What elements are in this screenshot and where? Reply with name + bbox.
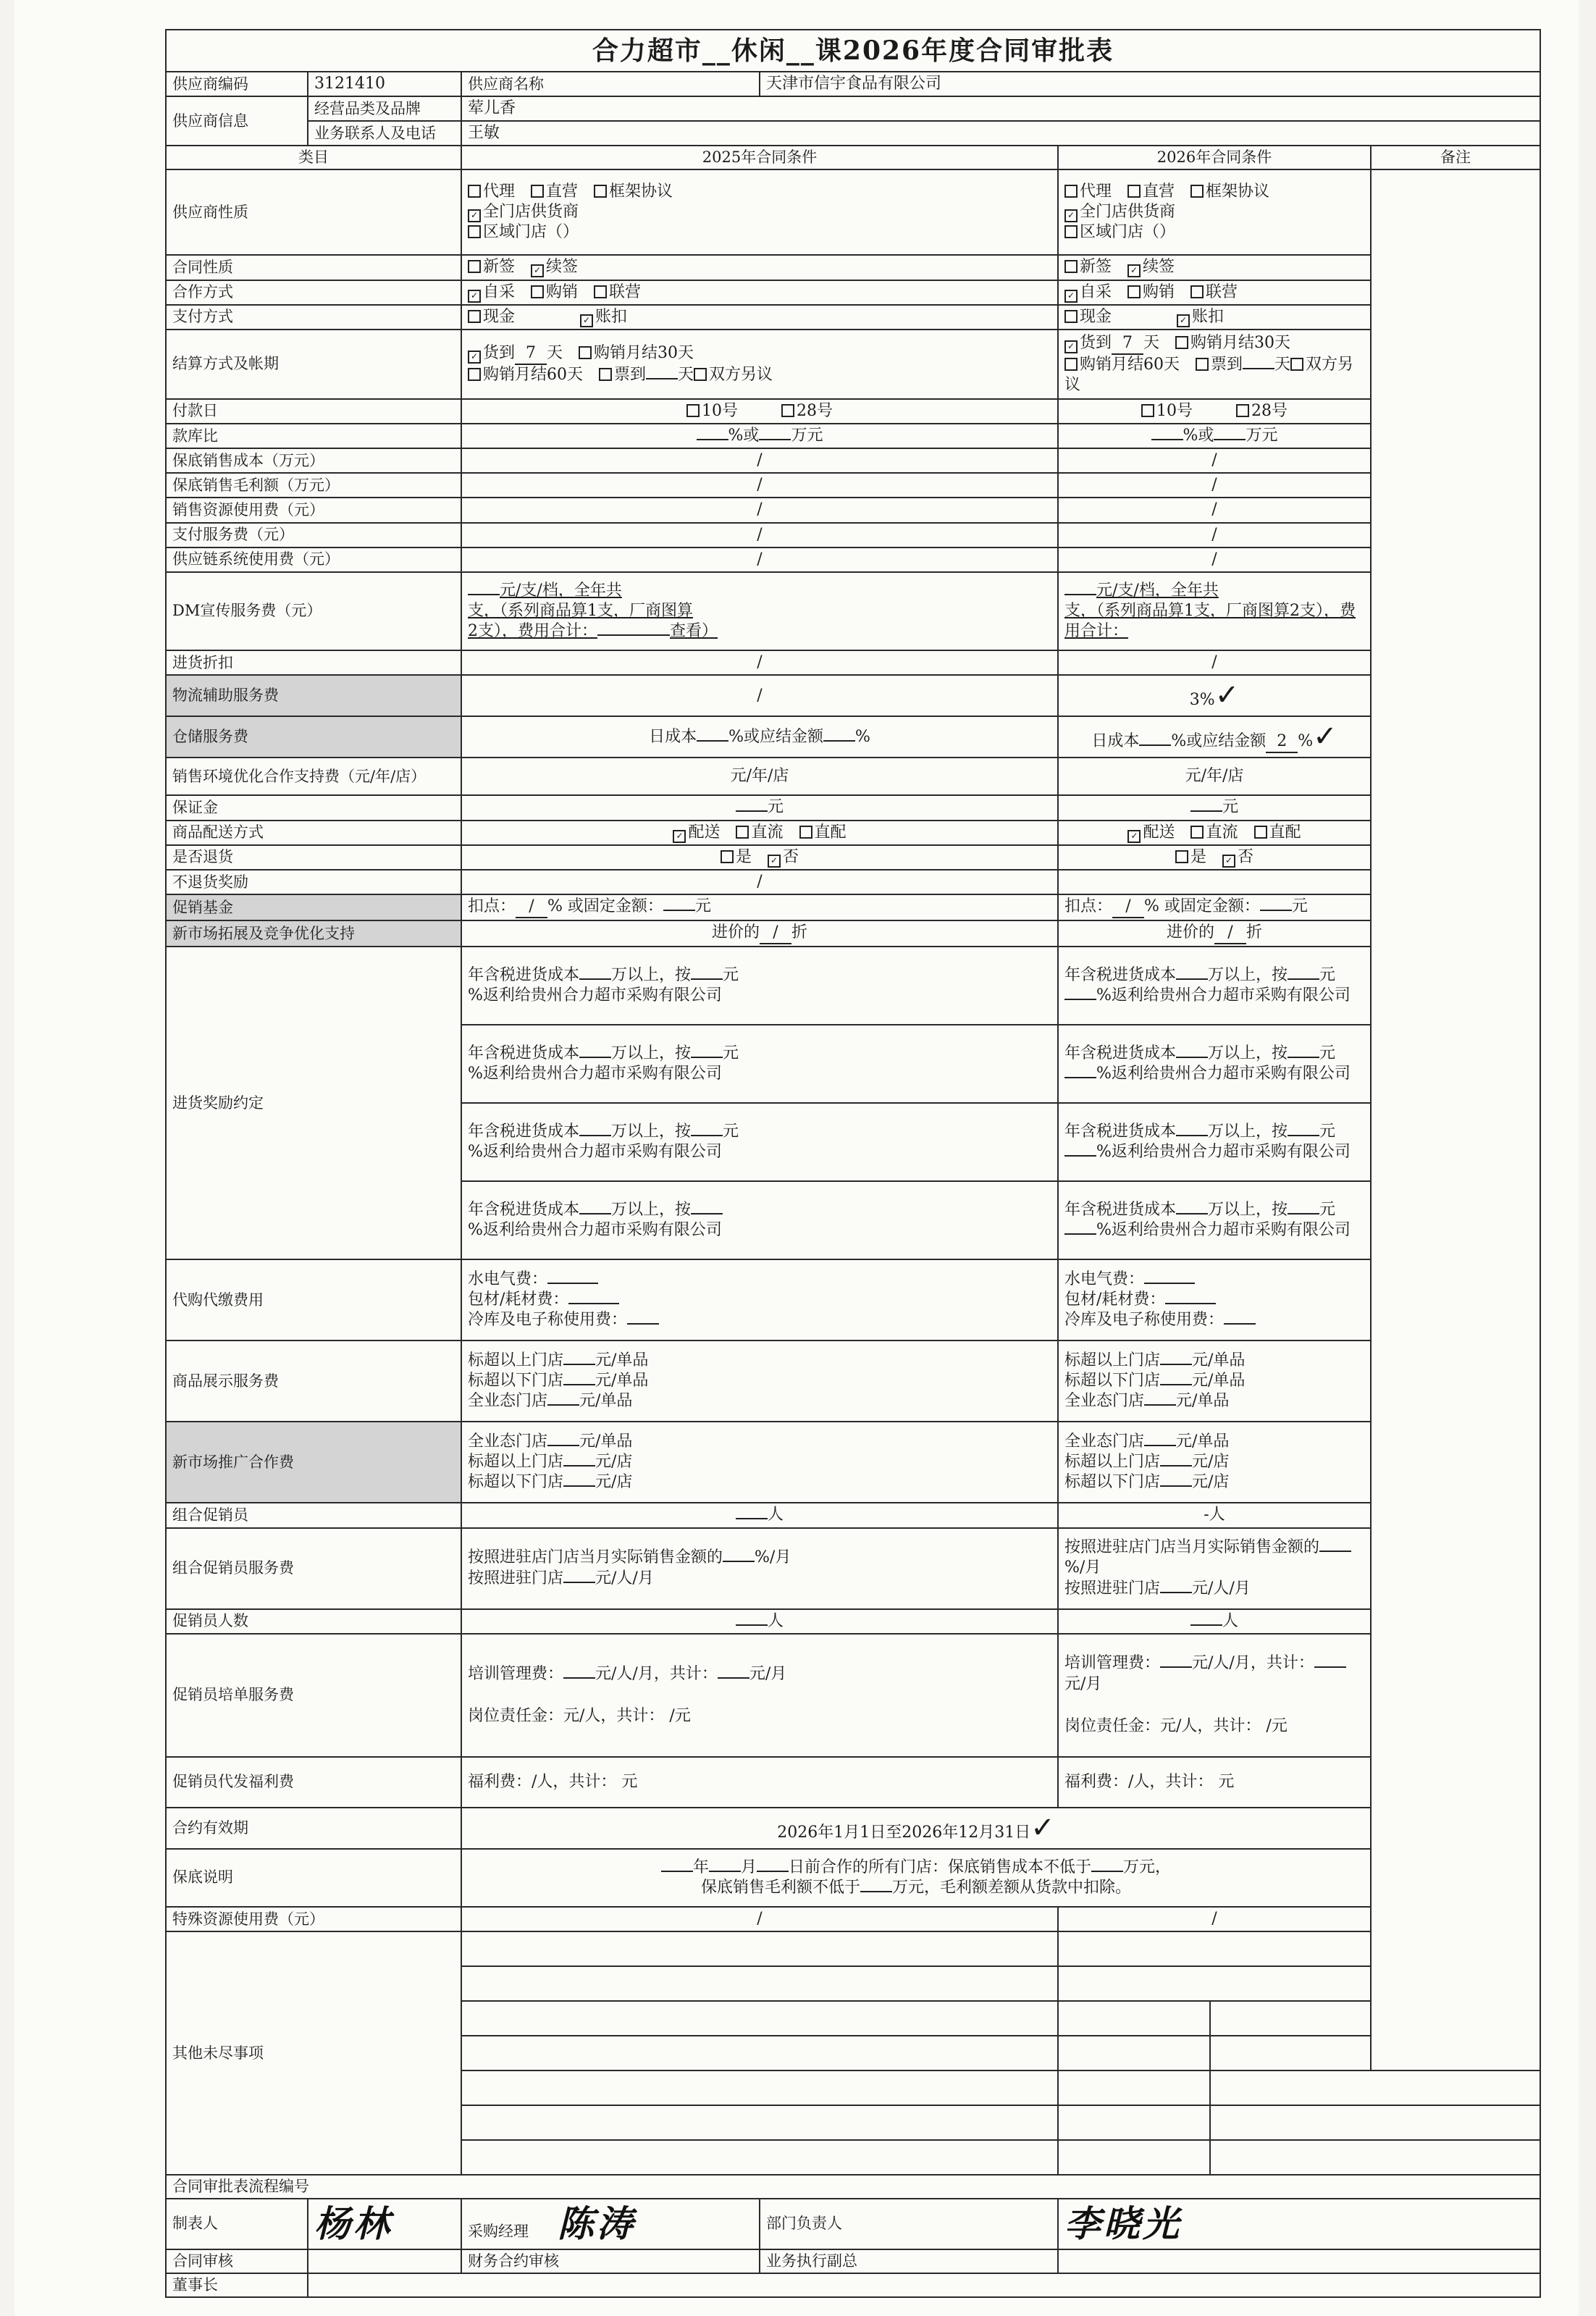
display-fee-2025: 标超以上门店 元/单品 标超以下门店 元/单品 全业态门店 元/单品 bbox=[461, 1340, 1058, 1422]
min-sales-2026: / bbox=[1058, 448, 1371, 473]
coop-label: 合作方式 bbox=[166, 280, 461, 305]
payment-service-2026: / bbox=[1058, 523, 1371, 547]
delivery-2025: ✓ 配送 直流 直配 bbox=[461, 821, 1058, 845]
rebate-2026-tier: 年含税进货成本 万以上，按 元%返利给贵州合力超市采购有限公司 bbox=[1058, 1025, 1371, 1103]
supplier-name: 天津市信宇食品有限公司 bbox=[760, 72, 1540, 96]
delivery-2026: ✓ 配送 直流 直配 bbox=[1058, 821, 1371, 845]
pay-day-2026: 10号 28号 bbox=[1058, 399, 1371, 424]
other-label: 其他未尽事项 bbox=[166, 1931, 461, 2175]
env-support-2025: 元/年/店 bbox=[461, 758, 1058, 795]
supplier-info-label: 供应商信息 bbox=[166, 96, 308, 146]
returns-2026: 是✓ 否 bbox=[1058, 845, 1371, 870]
checkbox[interactable] bbox=[1254, 826, 1267, 839]
checkbox[interactable] bbox=[1196, 358, 1209, 371]
remark-column bbox=[1371, 169, 1540, 2070]
proxy-fee-2026: 水电气费： 包材/耗材费： 冷库及电子称使用费： bbox=[1058, 1259, 1371, 1340]
special-fee-label: 特殊资源使用费（元） bbox=[166, 1907, 461, 1931]
display-fee-label: 商品展示服务费 bbox=[166, 1340, 461, 1422]
checkbox[interactable] bbox=[1141, 404, 1154, 417]
contract-type-label: 合同性质 bbox=[166, 255, 461, 280]
other-cell bbox=[461, 2070, 1058, 2105]
contract-approval-table bbox=[165, 29, 1541, 2298]
env-support-label: 销售环境优化合作支持费（元/年/店） bbox=[166, 758, 461, 795]
resource-fee-2026: / bbox=[1058, 498, 1371, 522]
chairman-label: 董事长 bbox=[166, 2273, 308, 2297]
supplier-name-label: 供应商名称 bbox=[461, 72, 760, 96]
buyer-signature: 陈涛 bbox=[558, 2202, 636, 2245]
category-label: 经营品类及品牌 bbox=[308, 96, 461, 121]
checkbox[interactable] bbox=[1190, 185, 1204, 198]
checkbox-checked[interactable] bbox=[768, 855, 781, 868]
logistics-2026: 3%✓ bbox=[1058, 675, 1371, 716]
checkbox[interactable] bbox=[1064, 358, 1078, 371]
other-cell bbox=[1058, 1966, 1540, 2001]
checkbox[interactable] bbox=[594, 185, 607, 198]
stock-ratio-2025: %或 万元 bbox=[461, 424, 1058, 448]
checkbox[interactable] bbox=[468, 260, 481, 273]
min-margin-2025: / bbox=[461, 473, 1058, 498]
dept-label: 部门负责人 bbox=[760, 2199, 1058, 2249]
rebate-2025-tier: 年含税进货成本 万以上，按 元 %返利给贵州合力超市采购有限公司 bbox=[461, 1103, 1058, 1181]
min-sales-2025: / bbox=[461, 448, 1058, 473]
checkbox[interactable] bbox=[736, 826, 749, 839]
scanned-paper bbox=[14, 0, 1579, 2316]
checkbox[interactable] bbox=[781, 404, 794, 417]
checkbox[interactable] bbox=[694, 368, 707, 381]
new-market-2026: 进价的 / 折 bbox=[1058, 920, 1371, 947]
coop-2026: ✓ 自采 购销 联营 bbox=[1058, 280, 1371, 305]
new-market-label: 新市场拓展及竞争优化支持 bbox=[166, 920, 461, 947]
handwritten-check-icon: ✓ bbox=[1313, 720, 1337, 754]
special-fee-2025: / bbox=[461, 1907, 1058, 1931]
new-promo-2025: 全业态门店 元/单品 标超以上门店 元/店 标超以下门店 元/店 bbox=[461, 1422, 1058, 1503]
header-remark: 备注 bbox=[1371, 146, 1540, 169]
new-promo-2026: 全业态门店 元/单品 标超以上门店 元/店 标超以下门店 元/店 bbox=[1058, 1422, 1371, 1503]
settle-2026: ✓货到 7 天 购销月结30天 购销月结60天 票到 天 双方另议 bbox=[1058, 330, 1371, 399]
checkbox-checked[interactable] bbox=[531, 264, 544, 277]
checkbox-checked[interactable] bbox=[468, 351, 481, 364]
promoter-training-2025: 培训管理费： 元/人/月，共计： 元/月 岗位责任金：元/人，共计： /元 bbox=[461, 1634, 1058, 1757]
checkbox[interactable] bbox=[468, 310, 481, 323]
review-cell bbox=[308, 2249, 461, 2273]
stock-ratio-2026: %或 万元 bbox=[1058, 424, 1371, 448]
pay-day-label: 付款日 bbox=[166, 399, 461, 424]
payment-service-2025: / bbox=[461, 523, 1058, 547]
checkbox[interactable] bbox=[531, 285, 544, 298]
deposit-2026: 元 bbox=[1058, 795, 1371, 820]
combo-fee-2026: 按照进驻店门店当月实际销售金额的%/月 按照进驻门店 元/人/月 bbox=[1058, 1528, 1371, 1609]
checkbox[interactable] bbox=[1064, 225, 1078, 238]
form-title: 合力超市__休闲__课2026年度合同审批表 bbox=[166, 30, 1540, 72]
checkbox-checked[interactable] bbox=[468, 290, 481, 303]
promoter-welfare-label: 促销员代发福利费 bbox=[166, 1757, 461, 1808]
combo-staff-label: 组合促销员 bbox=[166, 1503, 461, 1527]
deposit-label: 保证金 bbox=[166, 795, 461, 820]
checkbox[interactable] bbox=[721, 850, 734, 863]
validity-value: 2026年1月1日至2026年12月31日✓ bbox=[461, 1808, 1371, 1849]
proxy-fee-2025: 水电气费： 包材/耗材费： 冷库及电子称使用费： bbox=[461, 1259, 1058, 1340]
handwritten-check-icon: ✓ bbox=[1030, 1811, 1055, 1845]
other-cell bbox=[461, 1966, 1058, 2001]
logistics-label: 物流辅助服务费 bbox=[166, 675, 461, 716]
checkbox[interactable] bbox=[1175, 336, 1188, 349]
combo-staff-2026: -人 bbox=[1058, 1503, 1371, 1527]
exec-label: 业务执行副总 bbox=[760, 2249, 1058, 2273]
chairman-cell bbox=[308, 2273, 1540, 2297]
header-2026: 2026年合同条件 bbox=[1058, 146, 1371, 169]
other-cell bbox=[1058, 2140, 1210, 2175]
checkbox[interactable] bbox=[1127, 185, 1141, 198]
stock-ratio-label: 款库比 bbox=[166, 424, 461, 448]
payment-service-label: 支付服务费（元） bbox=[166, 523, 461, 547]
checkbox-checked[interactable] bbox=[1177, 314, 1190, 327]
no-return-reward-2025: / bbox=[461, 870, 1058, 894]
storage-2025: 日成本 %或应结金额 % bbox=[461, 716, 1058, 758]
pay-day-2025: 10号 28号 bbox=[461, 399, 1058, 424]
dm-label: DM宣传服务费（元） bbox=[166, 572, 461, 650]
settle-label: 结算方式及帐期 bbox=[166, 330, 461, 399]
supplier-code-label: 供应商编码 bbox=[166, 72, 308, 96]
storage-2026: 日成本 %或应结金额 2 %✓ bbox=[1058, 716, 1371, 758]
dm-2026: 元/支/档，全年共 支，（系列商品算1支，厂商图算2支），费用合计： bbox=[1058, 572, 1371, 650]
pay-method-label: 支付方式 bbox=[166, 305, 461, 330]
nature-label: 供应商性质 bbox=[166, 169, 461, 255]
rebate-2025-tier: 年含税进货成本 万以上，按 元 %返利给贵州合力超市采购有限公司 bbox=[461, 1025, 1058, 1103]
other-cell bbox=[461, 1931, 1058, 1966]
checkbox[interactable] bbox=[531, 185, 544, 198]
combo-fee-2025: 按照进驻店门店当月实际销售金额的 %/月 按照进驻门店 元/人/月 bbox=[461, 1528, 1058, 1609]
checkbox[interactable] bbox=[1190, 826, 1204, 839]
settle-2025: ✓货到 7 天 购销月结30天 购销月结60天 票到 天 双方另议 bbox=[461, 330, 1058, 399]
contract-type-2026: 新签✓ 续签 bbox=[1058, 255, 1371, 280]
supply-chain-label: 供应链系统使用费（元） bbox=[166, 547, 461, 572]
coop-2025: ✓ 自采 购销 联营 bbox=[461, 280, 1058, 305]
other-cell bbox=[1210, 2036, 1540, 2070]
checkbox[interactable] bbox=[686, 404, 700, 417]
checkbox[interactable] bbox=[468, 185, 481, 198]
promoter-count-2026: 人 bbox=[1058, 1609, 1371, 1634]
min-margin-label: 保底销售毛利额（万元） bbox=[166, 473, 461, 498]
no-return-reward-label: 不退货奖励 bbox=[166, 870, 461, 894]
discount-label: 进货折扣 bbox=[166, 650, 461, 675]
checkbox-checked[interactable] bbox=[468, 209, 481, 222]
resource-fee-2025: / bbox=[461, 498, 1058, 522]
promoter-count-2025: 人 bbox=[461, 1609, 1058, 1634]
checkbox[interactable] bbox=[468, 225, 481, 238]
no-return-reward-2026 bbox=[1058, 870, 1371, 894]
discount-2026: / bbox=[1058, 650, 1371, 675]
contact-person: 王敏 bbox=[461, 121, 1540, 146]
checkbox[interactable] bbox=[579, 346, 592, 359]
approval-form bbox=[165, 29, 1540, 2310]
header-category: 类目 bbox=[166, 146, 461, 169]
checkbox-checked[interactable] bbox=[1064, 340, 1078, 353]
combo-staff-2025: 人 bbox=[461, 1503, 1058, 1527]
checkbox-checked[interactable] bbox=[1222, 855, 1235, 868]
checkbox[interactable] bbox=[1064, 260, 1078, 273]
storage-label: 仓储服务费 bbox=[166, 716, 461, 758]
other-cell bbox=[461, 2105, 1058, 2140]
checkbox[interactable] bbox=[1175, 850, 1188, 863]
returns-label: 是否退货 bbox=[166, 845, 461, 870]
deposit-2025: 元 bbox=[461, 795, 1058, 820]
rebate-2025-tier: 年含税进货成本 万以上，按 %返利给贵州合力超市采购有限公司 bbox=[461, 1181, 1058, 1259]
finance-label: 财务合约审核 bbox=[461, 2249, 760, 2273]
checkbox-checked[interactable] bbox=[1127, 264, 1141, 277]
other-cell bbox=[1210, 2140, 1540, 2175]
checkbox-checked[interactable] bbox=[673, 830, 686, 843]
promoter-welfare-2025: 福利费：/人，共计： 元 bbox=[461, 1757, 1058, 1808]
other-cell bbox=[1058, 2070, 1210, 2105]
checkbox[interactable] bbox=[594, 285, 607, 298]
contract-type-2025: 新签✓ 续签 bbox=[461, 255, 1058, 280]
dept-signature: 李晓光 bbox=[1058, 2199, 1540, 2249]
exec-cell bbox=[1058, 2249, 1540, 2273]
promo-fund-2025: 扣点： / % 或固定金额： 元 bbox=[461, 894, 1058, 920]
rebate-label: 进货奖励约定 bbox=[166, 947, 461, 1259]
discount-2025: / bbox=[461, 650, 1058, 675]
other-cell bbox=[461, 2140, 1058, 2175]
env-support-2026: 元/年/店 bbox=[1058, 758, 1371, 795]
review-label: 合同审核 bbox=[166, 2249, 308, 2273]
checkbox[interactable] bbox=[1127, 285, 1141, 298]
other-cell bbox=[1058, 2036, 1210, 2070]
buyer-label: 采购经理 陈涛 bbox=[461, 2199, 760, 2249]
proxy-fee-label: 代购代缴费用 bbox=[166, 1259, 461, 1340]
checkbox[interactable] bbox=[599, 368, 612, 381]
pay-method-2025: 现金✓ 账扣 bbox=[461, 305, 1058, 330]
checkbox[interactable] bbox=[468, 368, 481, 381]
rebate-2025-tier: 年含税进货成本 万以上，按 元 %返利给贵州合力超市采购有限公司 bbox=[461, 947, 1058, 1025]
other-cell bbox=[1210, 2070, 1540, 2105]
rebate-2026-tier: 年含税进货成本 万以上，按 元%返利给贵州合力超市采购有限公司 bbox=[1058, 947, 1371, 1025]
other-cell bbox=[1058, 2105, 1210, 2140]
checkbox-checked[interactable] bbox=[1064, 290, 1078, 303]
checkbox[interactable] bbox=[1290, 358, 1303, 371]
other-cell bbox=[1058, 2001, 1210, 2036]
promoter-count-label: 促销员人数 bbox=[166, 1609, 461, 1634]
min-margin-2026: / bbox=[1058, 473, 1371, 498]
other-cell bbox=[461, 2036, 1058, 2070]
supply-chain-2025: / bbox=[461, 547, 1058, 572]
nature-2026: 代理 直营 框架协议 ✓全门店供货商 区域门店（） bbox=[1058, 169, 1371, 255]
nature-2025: 代理 直营 框架协议 ✓全门店供货商 区域门店（） bbox=[461, 169, 1058, 255]
checkbox-checked[interactable] bbox=[1127, 830, 1141, 843]
category-brand: 荤儿香 bbox=[461, 96, 1540, 121]
other-cell bbox=[461, 2001, 1058, 2036]
pay-method-2026: 现金✓ 账扣 bbox=[1058, 305, 1371, 330]
guarantee-text: 年 月 日前合作的所有门店：保底销售成本不低于 万元， 保底销售毛利额不低于 万元，毛利额差额从货款中扣除。 bbox=[461, 1849, 1371, 1907]
other-cell bbox=[1210, 2001, 1540, 2036]
maker-signature: 杨林 bbox=[308, 2199, 461, 2249]
handwritten-check-icon: ✓ bbox=[1214, 679, 1240, 713]
guarantee-label: 保底说明 bbox=[166, 1849, 461, 1907]
checkbox[interactable] bbox=[1064, 310, 1078, 323]
dm-2025: 元/支/档，全年共 支，（系列商品算1支，厂商图算 2支），费用合计： 查看） bbox=[461, 572, 1058, 650]
promoter-welfare-2026: 福利费：/人，共计： 元 bbox=[1058, 1757, 1371, 1808]
checkbox[interactable] bbox=[799, 826, 812, 839]
header-2025: 2025年合同条件 bbox=[461, 146, 1058, 169]
other-cell bbox=[1210, 2105, 1540, 2140]
other-cell bbox=[1058, 1931, 1540, 1966]
checkbox-checked[interactable] bbox=[580, 314, 593, 327]
new-promo-label: 新市场推广合作费 bbox=[166, 1422, 461, 1503]
returns-2025: 是✓ 否 bbox=[461, 845, 1058, 870]
display-fee-2026: 标超以上门店 元/单品 标超以下门店 元/单品 全业态门店 元/单品 bbox=[1058, 1340, 1371, 1422]
contact-label: 业务联系人及电话 bbox=[308, 121, 461, 146]
rebate-2026-tier: 年含税进货成本 万以上，按 元%返利给贵州合力超市采购有限公司 bbox=[1058, 1103, 1371, 1181]
logistics-2025: / bbox=[461, 675, 1058, 716]
checkbox-checked[interactable] bbox=[1064, 209, 1078, 222]
supplier-code: 3121410 bbox=[308, 72, 461, 96]
promo-fund-label: 促销基金 bbox=[166, 894, 461, 920]
checkbox[interactable] bbox=[1190, 285, 1204, 298]
flow-number-label: 合同审批表流程编号 bbox=[166, 2175, 1540, 2199]
promoter-training-2026: 培训管理费： 元/人/月，共计：元/月 岗位责任金：元/人，共计： /元 bbox=[1058, 1634, 1371, 1757]
validity-label: 合约有效期 bbox=[166, 1808, 461, 1849]
new-market-2025: 进价的 / 折 bbox=[461, 920, 1058, 947]
special-fee-2026: / bbox=[1058, 1907, 1371, 1931]
resource-fee-label: 销售资源使用费（元） bbox=[166, 498, 461, 522]
min-sales-label: 保底销售成本（万元） bbox=[166, 448, 461, 473]
supply-chain-2026: / bbox=[1058, 547, 1371, 572]
combo-fee-label: 组合促销员服务费 bbox=[166, 1528, 461, 1609]
delivery-label: 商品配送方式 bbox=[166, 821, 461, 845]
promo-fund-2026: 扣点： / % 或固定金额： 元 bbox=[1058, 894, 1371, 920]
rebate-2026-tier: 年含税进货成本 万以上，按 元%返利给贵州合力超市采购有限公司 bbox=[1058, 1181, 1371, 1259]
promoter-training-label: 促销员培单服务费 bbox=[166, 1634, 461, 1757]
checkbox[interactable] bbox=[1064, 185, 1078, 198]
checkbox[interactable] bbox=[1236, 404, 1249, 417]
maker-label: 制表人 bbox=[166, 2199, 308, 2249]
